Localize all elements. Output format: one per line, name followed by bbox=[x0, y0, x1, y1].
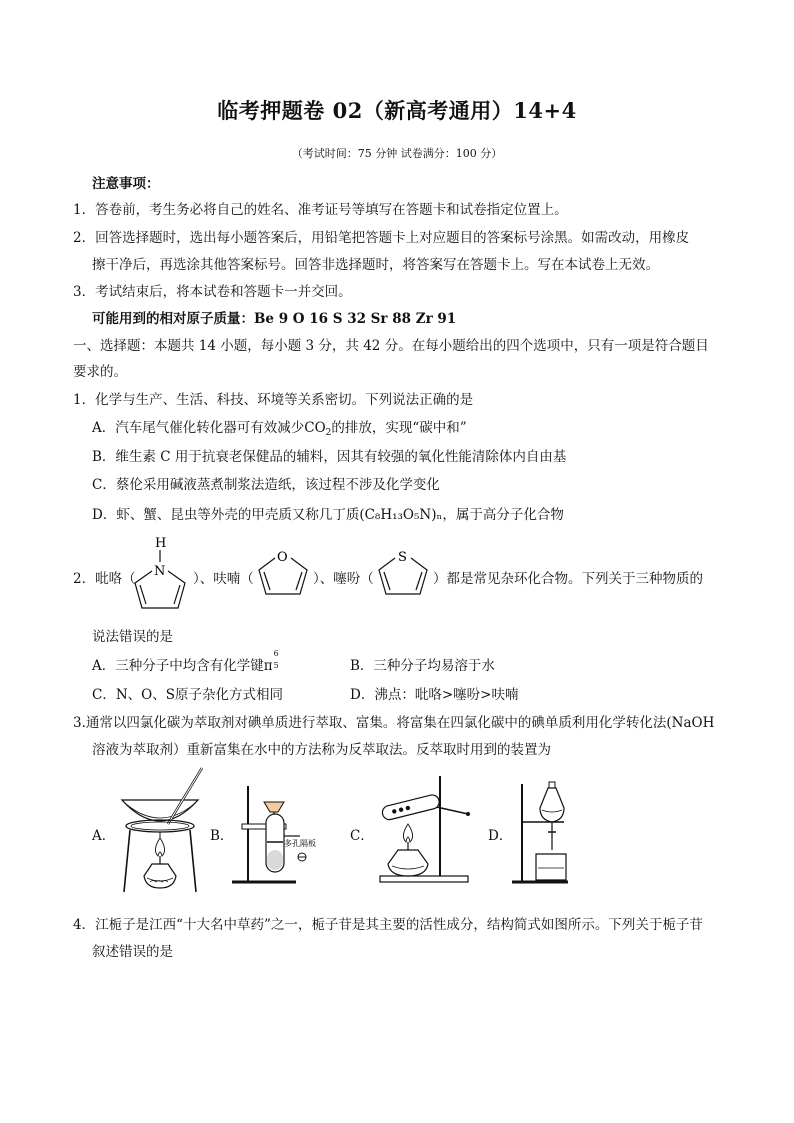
q2-stem-line2: 说法错误的是 bbox=[92, 629, 173, 645]
q1-stem: 1．化学与生产、生活、科技、环境等关系密切。下列说法正确的是 bbox=[73, 392, 474, 408]
pyrrole-h-label: H bbox=[155, 536, 167, 551]
notice-item-3: 3．考试结束后，将本试卷和答题卡一并交回。 bbox=[73, 284, 352, 300]
q2-option-a bbox=[92, 649, 281, 674]
q3-option-d-label: D． bbox=[488, 828, 513, 844]
atomic-masses: 可能用到的相对原子质量：Be 9 O 16 S 32 Sr 88 Zr 91 bbox=[92, 311, 457, 327]
q3-option-b-label: B． bbox=[210, 828, 234, 844]
q1-option-d bbox=[92, 503, 564, 523]
q4-stem-line1: 4．江栀子是江西“十大名中草药”之一，栀子苷是其主要的活性成分，结构简式如图所示。下列关于栀子苷 bbox=[73, 917, 703, 933]
q1-option-a-sub: 2 bbox=[325, 428, 332, 438]
q1-option-d-post: ，属于高分子化合物 bbox=[442, 507, 564, 523]
q2-stem-part3: ）、噻吩（ bbox=[313, 571, 374, 587]
q1-option-a-pre: A．汽车尾气催化转化器可有效减少 bbox=[92, 420, 305, 436]
notice-item-2-line1: 2．回答选择题时，选出每小题答案后，用铅笔把答题卡上对应题目的答案标号涂黑。如需改动，用橡皮 bbox=[73, 230, 690, 246]
q2-stem-part2: ）、呋喃（ bbox=[193, 571, 254, 587]
thiophene-structure bbox=[375, 548, 431, 598]
q2-option-b: B．三种分子均易溶于水 bbox=[350, 658, 495, 674]
notice-heading: 注意事项： bbox=[92, 176, 160, 192]
q2-option-a-sup: 6 bbox=[273, 649, 279, 658]
page-title: 临考押题卷 02（新高考通用）14+4 bbox=[217, 98, 577, 123]
q2-option-c: C．N、O、S原子杂化方式相同 bbox=[92, 687, 283, 703]
q1-option-c: C．蔡伦采用碱液蒸煮制浆法造纸，该过程不涉及化学变化 bbox=[92, 477, 440, 493]
q2-stem-part4: ）都是常见杂环化合物。下列关于三种物质的 bbox=[433, 571, 703, 587]
exam-subtitle: （考试时间：75 分钟 试卷满分：100 分） bbox=[291, 147, 503, 160]
q2-stem-part1: 2．吡咯（ bbox=[73, 571, 136, 587]
section-1-line1: 一、选择题：本题共 14 小题，每小题 3 分，共 42 分。在每小题给出的四个选项中，只有一项是符合题目 bbox=[73, 338, 709, 354]
pyrrole-structure bbox=[129, 533, 191, 615]
q2-option-a-text: A．三种分子中均含有化学键π bbox=[92, 658, 273, 674]
q1-option-a bbox=[92, 416, 467, 438]
notice-item-2-line2: 擦干净后，再选涂其他答案标号。回答非选择题时，将答案写在答题卡上。写在本试卷上无效。 bbox=[92, 257, 659, 273]
q3-option-c-label: C． bbox=[350, 828, 374, 844]
q1-option-a-post: 的排放，实现“碳中和” bbox=[331, 420, 467, 436]
pyrrole-n-label: N bbox=[154, 564, 166, 579]
notice-item-1: 1．答卷前，考生务必将自己的姓名、准考证号等填写在答题卡和试卷指定位置上。 bbox=[73, 202, 568, 218]
q3-option-a-label: A． bbox=[92, 828, 116, 844]
section-1-line2: 要求的。 bbox=[73, 364, 127, 380]
heating-test-tube-apparatus bbox=[372, 772, 474, 886]
q1-option-a-co: CO bbox=[304, 420, 326, 436]
separatory-funnel-apparatus bbox=[508, 776, 588, 886]
q3-stem-line1: 3.通常以四氯化碳为萃取剂对碘单质进行萃取、富集。将富集在四氯化碳中的碘单质利用化学转化法(NaOH bbox=[73, 715, 715, 731]
furan-o-label: O bbox=[277, 550, 288, 565]
q4-stem-line2: 叙述错误的是 bbox=[92, 944, 173, 960]
q3-stem-line2: 溶液为萃取剂）重新富集在水中的方法称为反萃取法。反萃取时用到的装置为 bbox=[92, 742, 551, 758]
q1-option-b: B．维生素 C 用于抗衰老保健品的辅料，因其有较强的氧化性能清除体内自由基 bbox=[92, 449, 567, 465]
q2-option-d: D．沸点：吡咯>噻吩>呋喃 bbox=[350, 687, 519, 703]
q1-option-d-formula: (C₈H₁₃O₅N)ₙ bbox=[359, 507, 443, 523]
kipp-generator-apparatus bbox=[226, 780, 336, 886]
q2-option-a-sub: 5 bbox=[273, 661, 279, 670]
thiophene-s-label: S bbox=[398, 550, 407, 565]
q1-option-d-pre: D．虾、蟹、昆虫等外壳的甲壳质又称几丁质 bbox=[92, 507, 360, 523]
furan-structure bbox=[255, 548, 311, 598]
evaporation-apparatus bbox=[112, 764, 207, 894]
porous-plate-label: 多孔隔板 bbox=[284, 839, 316, 848]
